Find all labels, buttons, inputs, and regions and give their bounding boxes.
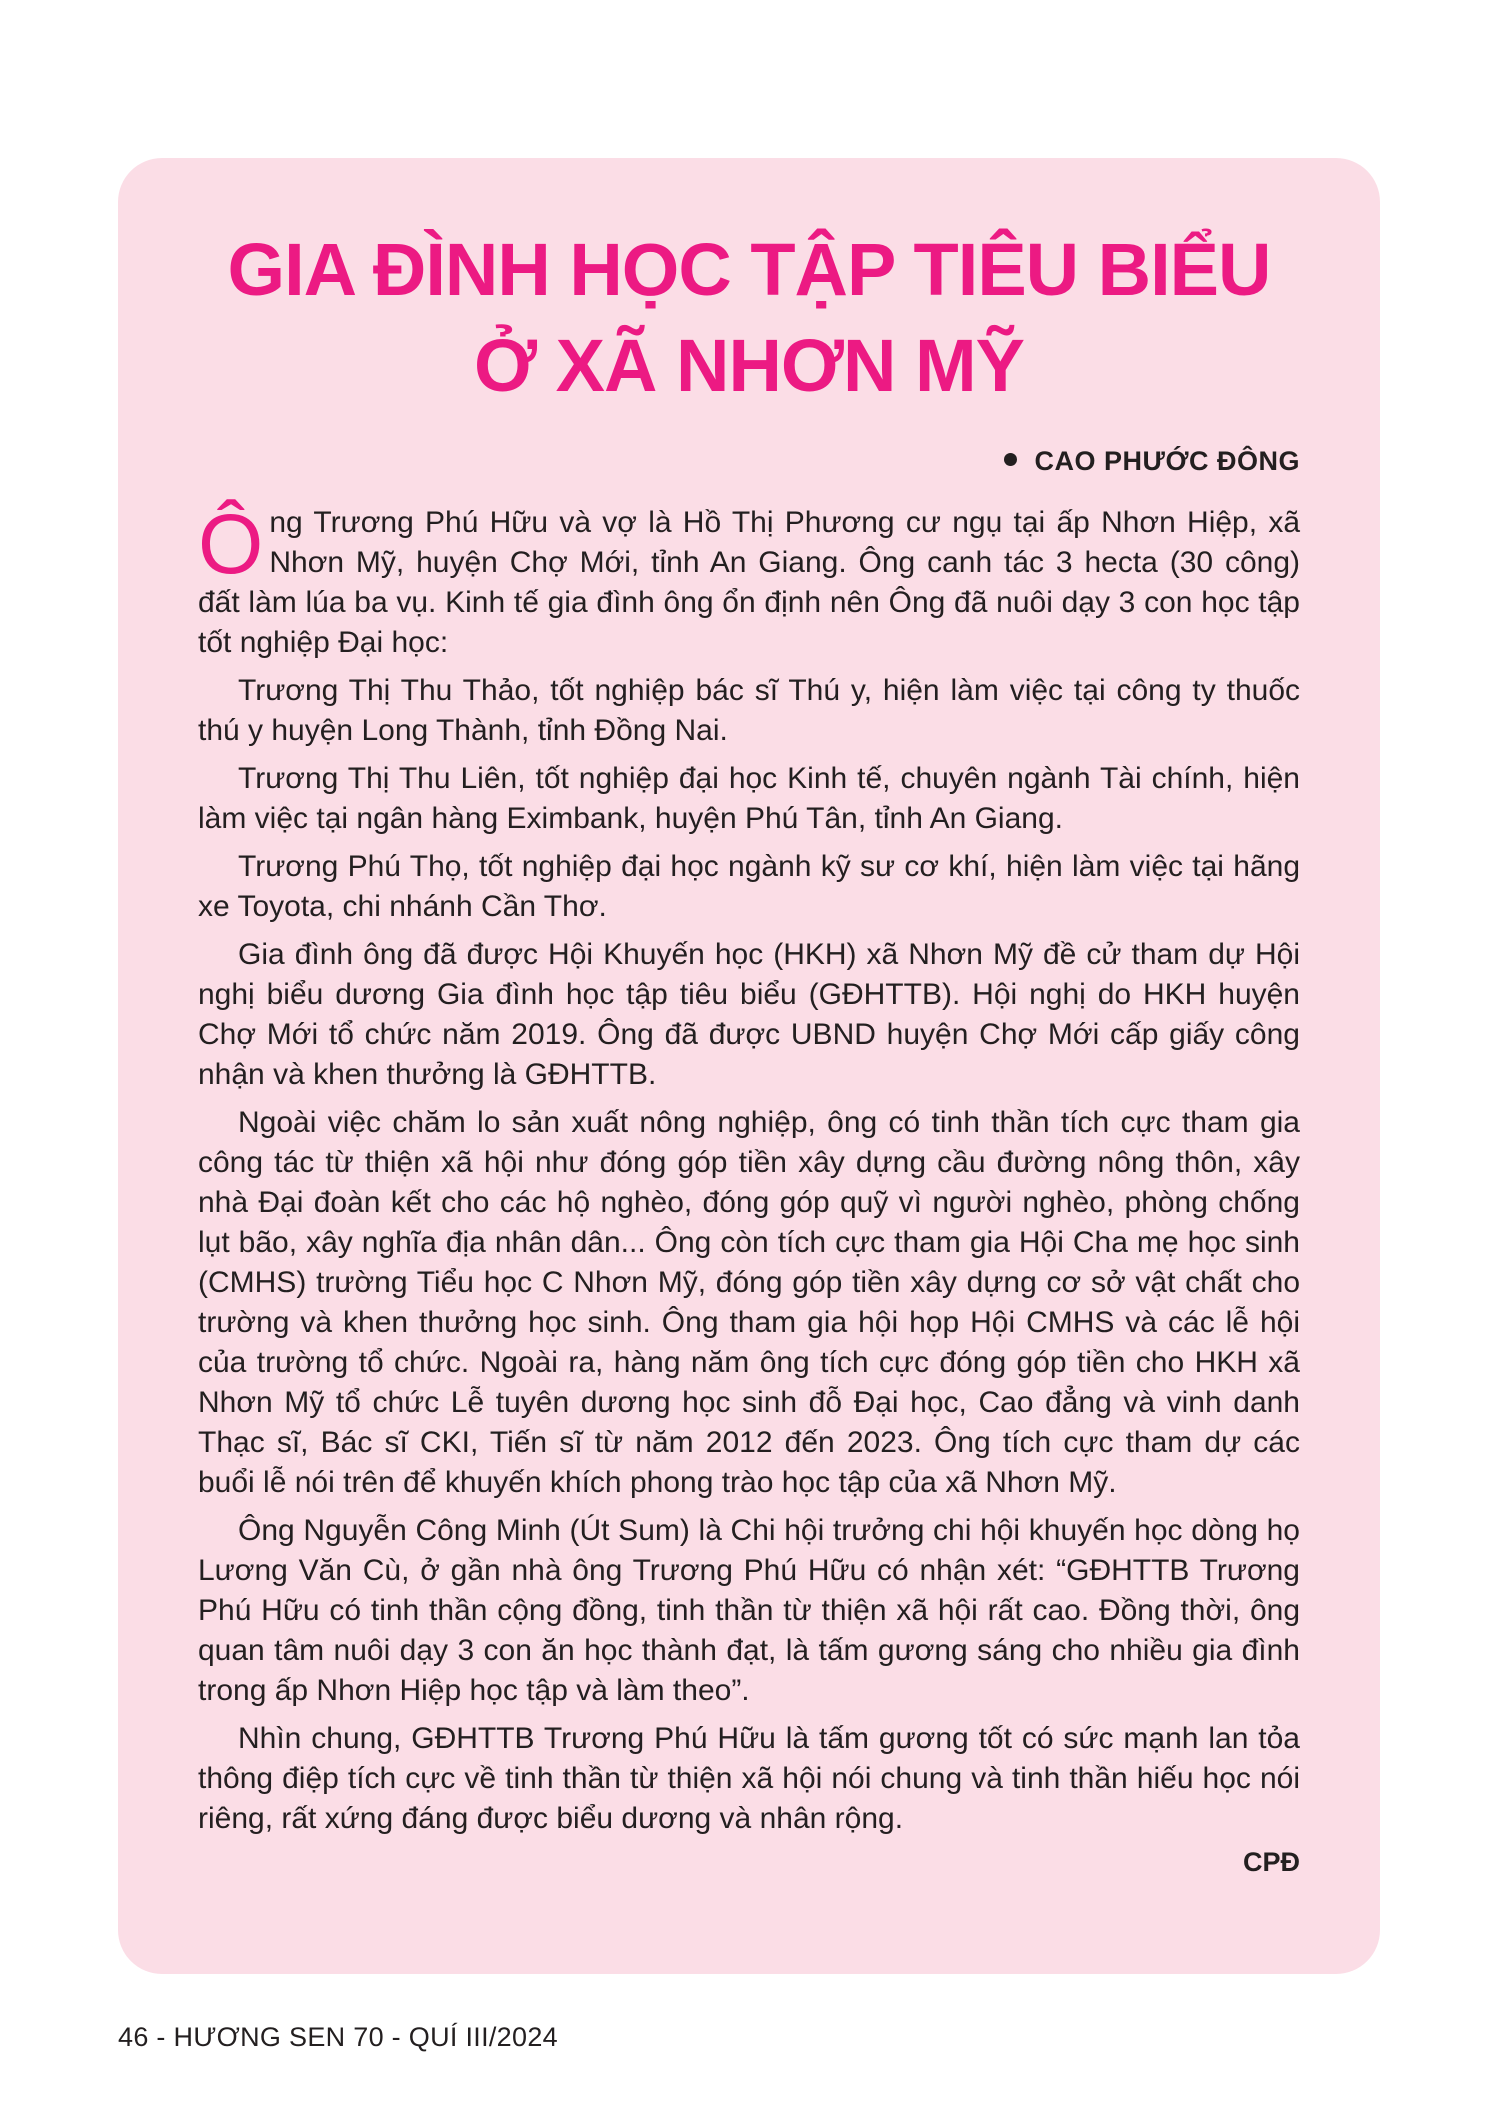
paragraph-2: Trương Thị Thu Thảo, tốt nghiệp bác sĩ Thú y, hiện làm việc tại công ty thuốc thú y huyện Long Thành, tỉnh Đồng Nai. bbox=[198, 674, 1300, 747]
article-title-line-1: GIA ĐÌNH HỌC TẬP TIÊU BIỂU bbox=[227, 228, 1271, 311]
bullet-icon bbox=[1004, 453, 1017, 466]
article-card bbox=[118, 158, 1380, 1974]
signoff: CPĐ bbox=[1242, 1847, 1300, 1877]
drop-cap: Ô bbox=[198, 497, 264, 591]
article-title bbox=[198, 222, 1300, 414]
paragraph-8: Nhìn chung, GĐHTTB Trương Phú Hữu là tấm gương tốt có sức mạnh lan tỏa thông điệp tích cực về tinh thần từ thiện xã hội nói chung và tinh thần hiếu học nói riêng, rất xứng đáng được biểu dương và nhân rộng. bbox=[198, 1722, 1300, 1835]
paragraph-5: Gia đình ông đã được Hội Khuyến học (HKH) xã Nhơn Mỹ đề cử tham dự Hội nghị biểu dương Gia đình học tập tiêu biểu (GĐHTTB). Hội nghị do HKH huyện Chợ Mới tổ chức năm 2019. Ông đã được UBND huyện Chợ Mới cấp giấy công nhận và khen thưởng là GĐHTTB. bbox=[198, 938, 1300, 1091]
author-name: CAO PHƯỚC ĐÔNG bbox=[1034, 446, 1300, 476]
paragraph-7: Ông Nguyễn Công Minh (Út Sum) là Chi hội trưởng chi hội khuyến học dòng họ Lương Văn Cù, ở gần nhà ông Trương Phú Hữu có nhận xét: “GĐHTTB Trương Phú Hữu có tinh thần cộng đồng, tinh thần từ thiện xã hội rất cao. Đồng thời, ông quan tâm nuôi dạy 3 con ăn học thành đạt, là tấm gương sáng cho nhiều gia đình trong ấp Nhơn Hiệp học tập và làm theo”. bbox=[198, 1514, 1300, 1707]
article-title-line-2: Ở XÃ NHƠN MỸ bbox=[473, 324, 1025, 407]
paragraph-6: Ngoài việc chăm lo sản xuất nông nghiệp, ông có tinh thần tích cực tham gia công tác từ thiện xã hội như đóng góp tiền xây dựng cầu đường nông thôn, xây nhà Đại đoàn kết cho các hộ nghèo, đóng góp quỹ vì người nghèo, phòng chống lụt bão, xây nghĩa địa nhân dân... Ông còn tích cực tham gia Hội Cha mẹ học sinh (CMHS) trường Tiểu học C Nhơn Mỹ, đóng góp tiền xây dựng cơ sở vật chất cho trường và khen thưởng học sinh. Ông tham gia hội họp Hội CMHS và các lễ hội của trường tổ chức. Ngoài ra, hàng năm ông tích cực đóng góp tiền cho HKH xã Nhơn Mỹ tổ chức Lễ tuyên dương học sinh đỗ Đại học, Cao đẳng và vinh danh Thạc sĩ, Bác sĩ CKI, Tiến sĩ từ năm 2012 đến 2023. Ông tích cực tham dự các buổi lễ nói trên để khuyến khích phong trào học tập của xã Nhơn Mỹ. bbox=[198, 1106, 1300, 1499]
paragraph-1-text: ng Trương Phú Hữu và vợ là Hồ Thị Phương cư ngụ tại ấp Nhơn Hiệp, xã Nhơn Mỹ, huyện Chợ Mới, tỉnh An Giang. Ông canh tác 3 hecta (30 công) đất làm lúa ba vụ. Kinh tế gia đình ông ổn định nên Ông đã nuôi dạy 3 con học tập tốt nghiệp Đại học: bbox=[198, 506, 1300, 659]
author-byline bbox=[198, 446, 1300, 477]
article-body bbox=[198, 497, 1300, 1839]
paragraph-3: Trương Thị Thu Liên, tốt nghiệp đại học Kinh tế, chuyên ngành Tài chính, hiện làm việc tại ngân hàng Eximbank, huyện Phú Tân, tỉnh An Giang. bbox=[198, 762, 1300, 835]
paragraph-4: Trương Phú Thọ, tốt nghiệp đại học ngành kỹ sư cơ khí, hiện làm việc tại hãng xe Toyota, chi nhánh Cần Thơ. bbox=[198, 850, 1300, 923]
page-footer: 46 - HƯƠNG SEN 70 - QUÍ III/2024 bbox=[118, 2022, 558, 2052]
paragraph-1 bbox=[198, 497, 1300, 663]
